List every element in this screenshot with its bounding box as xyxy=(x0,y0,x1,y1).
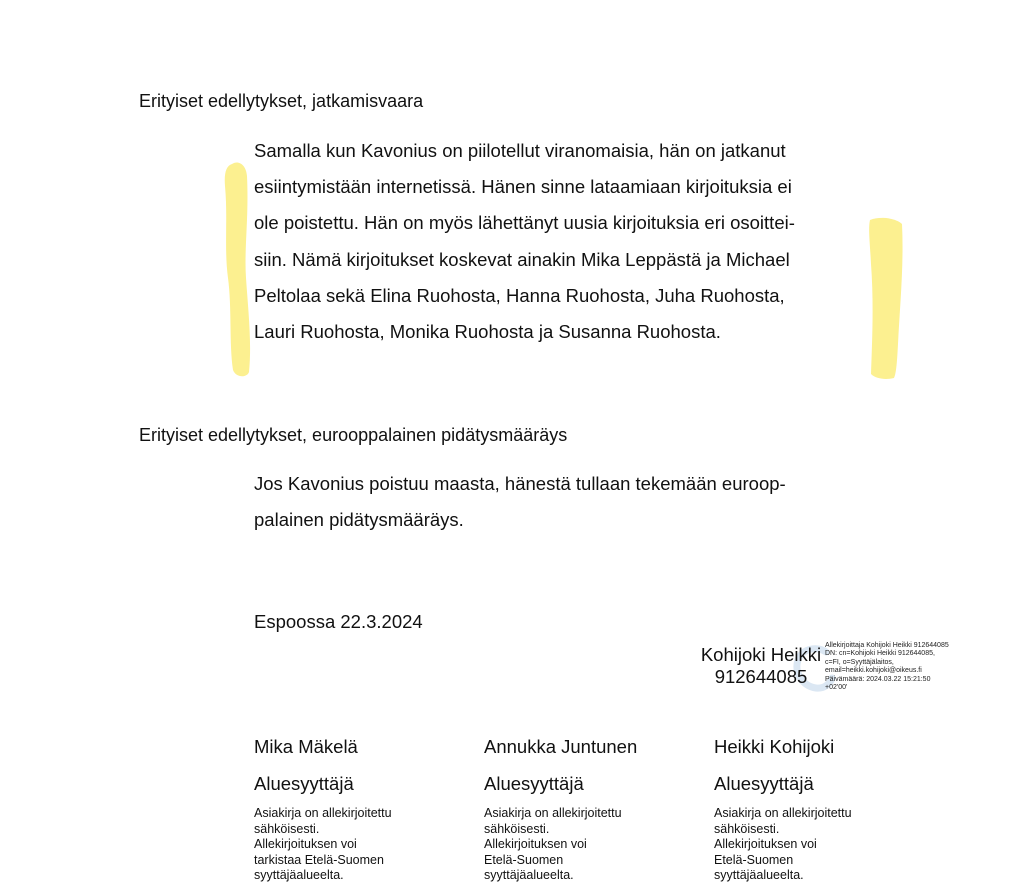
highlighter-mark-right xyxy=(864,214,906,382)
signer-title: Aluesyyttäjä xyxy=(714,773,814,794)
note-line: tarkistaa Etelä-Suomen xyxy=(254,852,384,867)
signature-details xyxy=(825,642,949,692)
note-line: Allekirjoituksen voi xyxy=(254,837,357,852)
section-heading-european-arrest-warrant: Erityiset edellytykset, eurooppalainen pidätysmääräys xyxy=(139,425,568,445)
digital-signature-block xyxy=(686,636,962,708)
signature-id: 912644085 xyxy=(714,666,808,687)
note-line: Etelä-Suomen xyxy=(484,852,564,867)
signature-detail-line: DN: cn=Kohijoki Heikki 912644085, xyxy=(825,650,935,658)
signer-column xyxy=(254,736,464,884)
continuation-risk-paragraph xyxy=(254,133,795,350)
arrest-warrant-paragraph xyxy=(254,466,786,538)
paragraph-line: ole poistettu. Hän on myös lähettänyt uusia kirjoituksia eri osoittei- xyxy=(254,212,795,234)
place-and-date: Espoossa 22.3.2024 xyxy=(254,611,423,632)
note-line: sähköisesti. xyxy=(484,821,550,836)
note-line: sähköisesti. xyxy=(714,821,780,836)
paragraph-line: palainen pidätysmääräys. xyxy=(254,509,464,531)
signature-detail-line: Allekirjoittaja Kohijoki Heikki 912644085 xyxy=(825,642,949,649)
paragraph-line: Samalla kun Kavonius on piilotellut viranomaisia, hän on jatkanut xyxy=(254,140,786,161)
note-line: Allekirjoituksen voi xyxy=(714,837,817,852)
signature-detail-line: email=heikki.kohijoki@oikeus.fi xyxy=(825,667,922,675)
signer-name: Annukka Juntunen xyxy=(484,736,638,757)
paragraph-line: Jos Kavonius poistuu maasta, hänestä tullaan tekemään euroop- xyxy=(254,473,786,494)
signature-detail-line: Päivämäärä: 2024.03.22 15:21:50 xyxy=(825,675,931,683)
paragraph-line: Peltolaa sekä Elina Ruohosta, Hanna Ruohosta, Juha Ruohosta, xyxy=(254,284,785,306)
signer-column xyxy=(714,736,924,884)
signer-note xyxy=(484,806,694,884)
note-line: sähköisesti. xyxy=(254,821,320,836)
signer-title: Aluesyyttäjä xyxy=(254,773,354,794)
paragraph-line: Lauri Ruohosta, Monika Ruohosta ja Susanna Ruohosta. xyxy=(254,321,721,343)
signature-name: Kohijoki Heikki xyxy=(700,644,822,665)
signer-note xyxy=(714,806,924,884)
highlighter-mark-left xyxy=(216,158,256,380)
note-line: Asiakirja on allekirjoitettu xyxy=(484,806,622,820)
signer-name: Heikki Kohijoki xyxy=(714,736,835,757)
note-line: Etelä-Suomen xyxy=(714,852,794,867)
note-line: Asiakirja on allekirjoitettu xyxy=(254,806,392,820)
signer-name: Mika Mäkelä xyxy=(254,736,358,757)
paragraph-line: esiintymistään internetissä. Hänen sinne lataamiaan kirjoituksia ei xyxy=(254,176,792,198)
note-line: Allekirjoituksen voi xyxy=(484,837,587,852)
note-line: syyttäjäalueelta. xyxy=(714,868,804,883)
signer-title: Aluesyyttäjä xyxy=(484,773,584,794)
signature-detail-line: c=FI, o=Syyttäjälaitos, xyxy=(825,658,894,666)
note-line: Asiakirja on allekirjoitettu xyxy=(714,806,852,820)
note-line: syyttäjäalueelta. xyxy=(254,868,344,883)
paragraph-line: siin. Nämä kirjoitukset koskevat ainakin Mika Leppästä ja Michael xyxy=(254,248,790,270)
section-heading-continuation-risk: Erityiset edellytykset, jatkamisvaara xyxy=(139,91,424,111)
signer-note xyxy=(254,806,464,884)
signer-column xyxy=(484,736,694,884)
note-line: syyttäjäalueelta. xyxy=(484,868,574,883)
signature-detail-line: +02'00' xyxy=(825,684,848,692)
